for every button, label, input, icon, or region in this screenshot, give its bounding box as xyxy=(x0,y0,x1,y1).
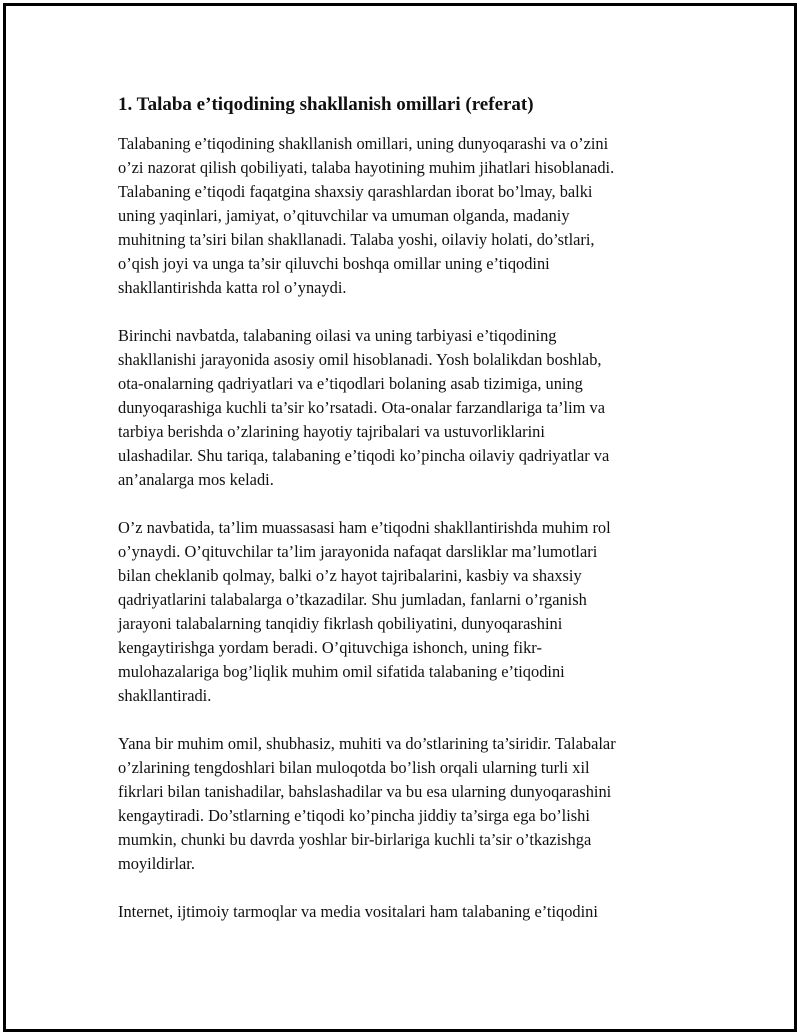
text-line: shakllantirishda katta rol o’ynaydi. xyxy=(118,278,347,297)
text-line: qadriyatlarini talabalarga o’tkazadilar. Shu jumladan, fanlarni o’rganish xyxy=(118,590,587,609)
text-line: ulashadilar. Shu tariqa, talabaning e’tiqodi ko’pincha oilaviy qadriyatlar va xyxy=(118,446,610,465)
text-line: bilan cheklanib qolmay, balki o’z hayot tajribalarini, kasbiy va shaxsiy xyxy=(118,566,582,585)
text-line: o’qish joyi va unga ta’sir qiluvchi boshqa omillar uning e’tiqodini xyxy=(118,254,550,273)
text-line: muhitning ta’siri bilan shakllanadi. Talaba yoshi, oilaviy holati, do’stlari, xyxy=(118,230,595,249)
paragraph-3 xyxy=(118,516,683,708)
document-body xyxy=(118,92,683,948)
paragraph-1 xyxy=(118,132,683,300)
text-line: Talabaning e’tiqodi faqatgina shaxsiy qarashlardan iborat bo’lmay, balki xyxy=(118,182,593,201)
text-line: jarayoni talabalarning tanqidiy fikrlash qobiliyatini, dunyoqarashini xyxy=(118,614,563,633)
text-line: mumkin, chunki bu davrda yoshlar bir-birlariga kuchli ta’sir o’tkazishga xyxy=(118,830,592,849)
text-line: Birinchi navbatda, talabaning oilasi va uning tarbiyasi e’tiqodining xyxy=(118,326,557,345)
text-line: shakllanishi jarayonida asosiy omil hisoblanadi. Yosh bolalikdan boshlab, xyxy=(118,350,602,369)
text-line: fikrlari bilan tanishadilar, bahslashadilar va bu esa ularning dunyoqarashini xyxy=(118,782,612,801)
text-line: dunyoqarashiga kuchli ta’sir ko’rsatadi. Ota-onalar farzandlariga ta’lim va xyxy=(118,398,605,417)
paragraph-4 xyxy=(118,732,683,876)
text-line: o’zlarining tengdoshlari bilan muloqotda bo’lish orqali ularning turli xil xyxy=(118,758,590,777)
text-line: an’analarga mos keladi. xyxy=(118,470,274,489)
text-line: mulohazalariga bog’liqlik muhim omil sifatida talabaning e’tiqodini xyxy=(118,662,565,681)
text-line: kengaytirishga yordam beradi. O’qituvchiga ishonch, uning fikr- xyxy=(118,638,542,657)
text-line: ota-onalarning qadriyatlari va e’tiqodlari bolaning asab tizimiga, uning xyxy=(118,374,583,393)
text-line: Talabaning e’tiqodining shakllanish omillari, uning dunyoqarashi va o’zini xyxy=(118,134,609,153)
text-line: Internet, ijtimoiy tarmoqlar va media vositalari ham talabaning e’tiqodini xyxy=(118,902,598,921)
text-line: uning yaqinlari, jamiyat, o’qituvchilar va umuman olganda, madaniy xyxy=(118,206,570,225)
text-line: kengaytiradi. Do’stlarning e’tiqodi ko’pincha jiddiy ta’sirga ega bo’lishi xyxy=(118,806,590,825)
paragraph-5 xyxy=(118,900,683,924)
text-line: tarbiya berishda o’zlarining hayotiy tajribalari va ustuvorliklarini xyxy=(118,422,545,441)
text-line: shakllantiradi. xyxy=(118,686,212,705)
paragraph-2 xyxy=(118,324,683,492)
text-line: Yana bir muhim omil, shubhasiz, muhiti va do’stlarining ta’siridir. Talabalar xyxy=(118,734,616,753)
document-title: 1. Talaba e’tiqodining shakllanish omillari (referat) xyxy=(118,94,534,115)
text-line: moyildirlar. xyxy=(118,854,195,873)
text-line: o’ynaydi. O’qituvchilar ta’lim jarayonida nafaqat darsliklar ma’lumotlari xyxy=(118,542,598,561)
text-line: O’z navbatida, ta’lim muassasasi ham e’tiqodni shakllantirishda muhim rol xyxy=(118,518,611,537)
text-line: o’zi nazorat qilish qobiliyati, talaba hayotining muhim jihatlari hisoblanadi. xyxy=(118,158,615,177)
